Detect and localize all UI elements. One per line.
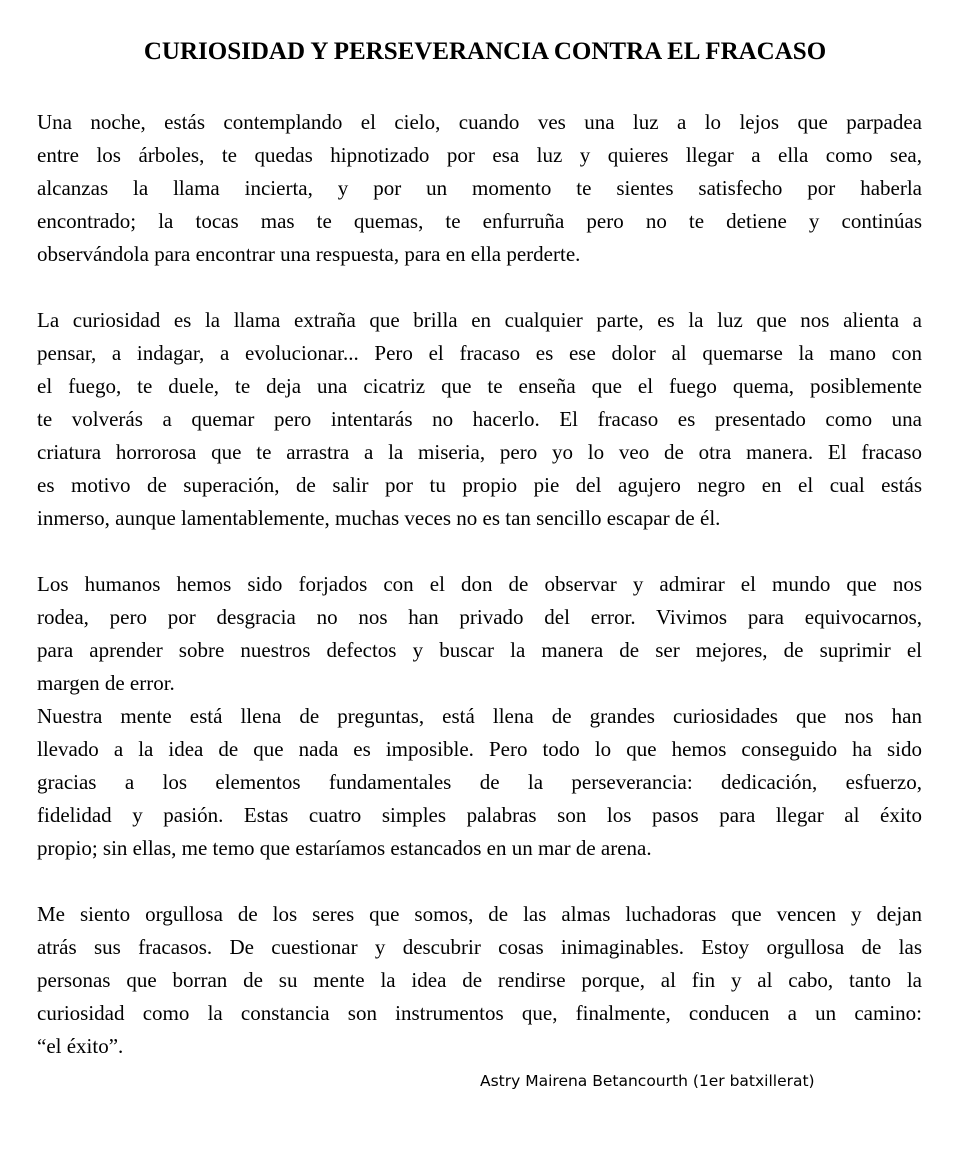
paragraph [37, 700, 922, 865]
text-line: Los humanos hemos sido forjados con el don de observar y admirar el mundo que nos [37, 572, 922, 596]
document-body [37, 106, 922, 1063]
text-line: margen de error. [37, 671, 175, 695]
text-line: te volverás a quemar pero intentarás no hacerlo. El fracaso es presentado como una [37, 407, 922, 431]
text-line: es motivo de superación, de salir por tu propio pie del agujero negro en el cual estás [37, 473, 922, 497]
text-line: para aprender sobre nuestros defectos y buscar la manera de ser mejores, de suprimir el [37, 638, 922, 662]
text-line: llevado a la idea de que nada es imposible. Pero todo lo que hemos conseguido ha sido [37, 737, 922, 761]
text-line: pensar, a indagar, a evolucionar... Pero el fracaso es ese dolor al quemarse la mano con [37, 341, 922, 365]
paragraph [37, 106, 922, 271]
text-line: personas que borran de su mente la idea de rendirse porque, al fin y al cabo, tanto la [37, 968, 922, 992]
text-line: Me siento orgullosa de los seres que somos, de las almas luchadoras que vencen y dejan [37, 902, 922, 926]
text-line: el fuego, te duele, te deja una cicatriz que te enseña que el fuego quema, posiblemente [37, 374, 922, 398]
text-line: propio; sin ellas, me temo que estaríamos estancados en un mar de arena. [37, 836, 652, 860]
text-line: rodea, pero por desgracia no nos han privado del error. Vivimos para equivocarnos, [37, 605, 922, 629]
document-title: CURIOSIDAD Y PERSEVERANCIA CONTRA EL FRACASO [143, 37, 827, 65]
text-line: atrás sus fracasos. De cuestionar y descubrir cosas inimaginables. Estoy orgullosa de las [37, 935, 922, 959]
paragraph [37, 304, 922, 535]
paragraph [37, 898, 922, 1063]
text-line: encontrado; la tocas mas te quemas, te enfurruña pero no te detiene y continúas [37, 209, 922, 233]
author-signature: Astry Mairena Betancourth (1er batxillerat) [480, 1072, 815, 1090]
paragraph [37, 568, 922, 700]
text-line: entre los árboles, te quedas hipnotizado por esa luz y quieres llegar a ella como sea, [37, 143, 922, 167]
text-line: curiosidad como la constancia son instrumentos que, finalmente, conducen a un camino: [37, 1001, 922, 1025]
text-line: inmerso, aunque lamentablemente, muchas veces no es tan sencillo escapar de él. [37, 506, 721, 530]
text-line: observándola para encontrar una respuesta, para en ella perderte. [37, 242, 581, 266]
text-line: criatura horrorosa que te arrastra a la miseria, pero yo lo veo de otra manera. El fracaso [37, 440, 922, 464]
text-line: fidelidad y pasión. Estas cuatro simples palabras son los pasos para llegar al éxito [37, 803, 922, 827]
text-line: Una noche, estás contemplando el cielo, cuando ves una luz a lo lejos que parpadea [37, 110, 922, 134]
text-line: Nuestra mente está llena de preguntas, está llena de grandes curiosidades que nos han [37, 704, 922, 728]
text-line: La curiosidad es la llama extraña que brilla en cualquier parte, es la luz que nos alienta a [37, 308, 922, 332]
text-line: gracias a los elementos fundamentales de la perseverancia: dedicación, esfuerzo, [37, 770, 922, 794]
text-line: “el éxito”. [37, 1034, 124, 1058]
text-line: alcanzas la llama incierta, y por un momento te sientes satisfecho por haberla [37, 176, 922, 200]
